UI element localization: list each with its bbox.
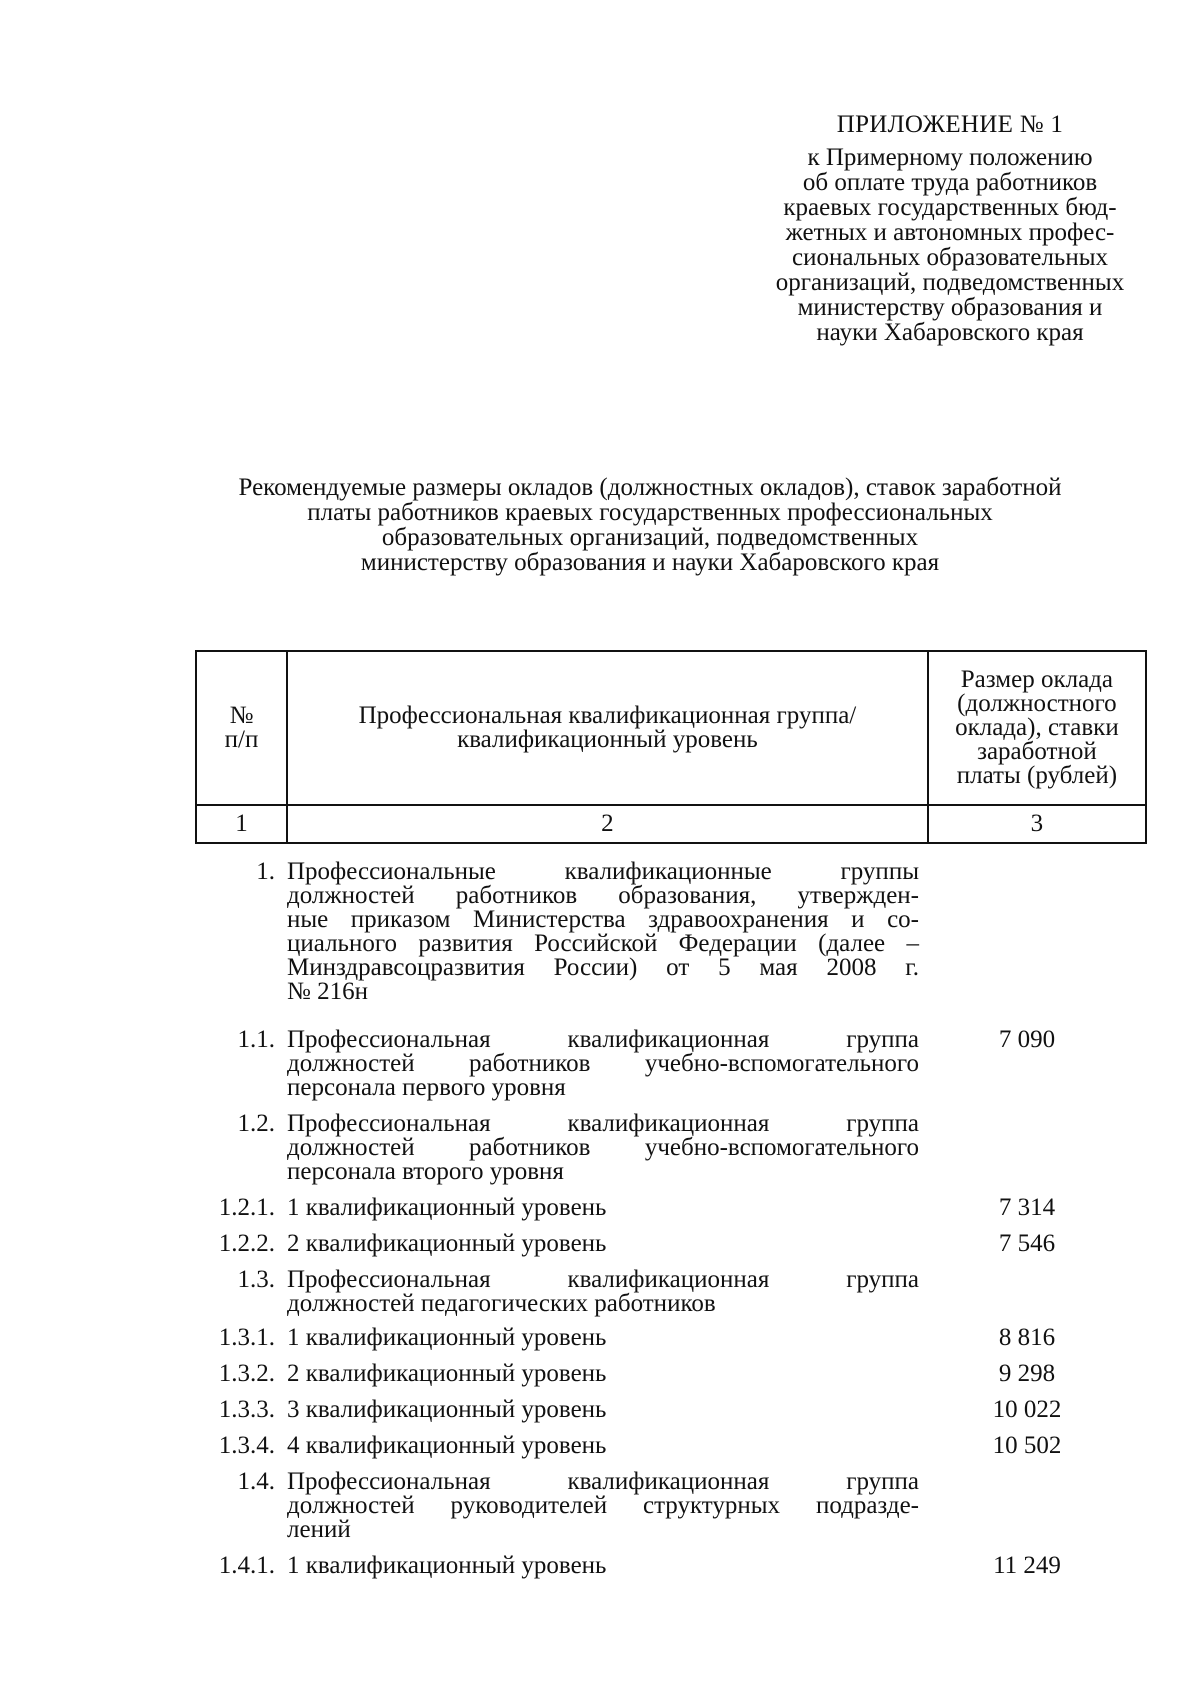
row-description [287,860,919,1028]
row-description-line: Минздравсоцразвития России) от 5 мая 2008 г. [287,954,919,981]
row-description-line: Профессиональная квалификационная группа [287,1266,919,1293]
row-description-line: 1 квалификационный уровень [287,1552,607,1579]
row-description [287,1398,919,1434]
row-description-line: ные приказом Министерства здравоохранения и со- [287,906,919,933]
header-group-line: Профессиональная квалификационная группа/ [358,702,857,729]
row-value [919,1112,1127,1196]
row-number: 1.3.4. [218,1432,275,1459]
annex-line: жетных и автономных профес- [785,219,1115,246]
document-title-line: образовательных организаций, подведомственных [381,524,919,551]
row-value [919,860,1127,1028]
annex-line: организаций, подведомственных [775,269,1125,296]
annex-line: науки Хабаровского края [816,319,1084,346]
row-value: 7 546 [998,1230,1056,1257]
table-row [195,860,1147,1028]
header-cell-group [287,651,928,805]
row-description-line: 2 квалификационный уровень [287,1360,607,1387]
row-value: 7 314 [998,1194,1056,1221]
column-number-cell: 2 [287,805,928,843]
row-number: 1.2.2. [218,1230,275,1257]
row-description [287,1362,919,1398]
row-number: 1.3. [237,1266,275,1293]
salary-table-header [195,650,1147,844]
table-row [195,1434,1147,1470]
row-number: 1.4. [237,1468,275,1495]
row-value [919,1470,1127,1554]
row-description-line: циального развития Российской Федерации (далее – [287,930,919,957]
row-description-line: № 216н [287,978,368,1005]
row-description [287,1554,919,1590]
row-number: 1.1. [237,1026,275,1053]
document-title-line: Рекомендуемые размеры окладов (должностных окладов), ставок заработной [238,474,1062,501]
row-number: 1.4.1. [218,1552,275,1579]
header-salary-line: Размер оклада [960,666,1114,693]
row-number: 1. [256,858,275,885]
row-description-line: персонала первого уровня [287,1074,566,1101]
row-description-line: должностей педагогических работников [287,1290,716,1317]
table-row [195,1028,1147,1112]
annex-line: сиональных образовательных [791,244,1108,271]
header-salary-line: заработной [977,738,1097,765]
row-description-line: 1 квалификационный уровень [287,1324,607,1351]
row-number: 1.3.3. [218,1396,275,1423]
row-description-line: Профессиональные квалификационные группы [287,858,919,885]
row-description-line: Профессиональная квалификационная группа [287,1026,919,1053]
table-row [195,1398,1147,1434]
row-description [287,1326,919,1362]
header-salary-line: (должностного [957,690,1117,717]
header-cell-salary [928,651,1146,805]
row-number: 1.3.2. [218,1360,275,1387]
column-number-cell: 1 [196,805,287,843]
annex-header [740,112,1160,345]
row-value: 10 022 [992,1396,1062,1423]
row-description-line: должностей руководителей структурных подразде- [287,1492,919,1519]
header-group-line: квалификационный уровень [457,726,758,753]
row-description [287,1028,919,1112]
annex-line: об оплате труда работников [802,169,1098,196]
row-description [287,1268,919,1326]
row-description-line: персонала второго уровня [287,1158,564,1185]
row-value: 8 816 [998,1324,1056,1351]
table-row [195,1362,1147,1398]
row-number: 1.2. [237,1110,275,1137]
row-description-line: должностей работников учебно-вспомогательного [287,1134,919,1161]
row-description [287,1196,919,1232]
row-description-line: 3 квалификационный уровень [287,1396,607,1423]
column-number-cell: 3 [928,805,1146,843]
annex-line: министерству образования и [797,294,1103,321]
row-value: 11 249 [993,1552,1061,1579]
document-title [150,475,1150,575]
header-num-line: п/п [224,726,259,753]
table-row [195,1268,1147,1326]
row-description [287,1434,919,1470]
header-salary-line: платы (рублей) [956,762,1118,789]
annex-title: ПРИЛОЖЕНИЕ № 1 [836,111,1064,138]
row-value [919,1268,1127,1326]
table-header-row [196,651,1146,805]
document-title-line: платы работников краевых государственных профессиональных [307,499,993,526]
annex-line: к Примерному положению [807,144,1093,171]
row-value: 7 090 [998,1026,1056,1053]
row-description-line: 2 квалификационный уровень [287,1230,607,1257]
row-description-line: Профессиональная квалификационная группа [287,1110,919,1137]
table-row [195,1554,1147,1590]
row-description [287,1470,919,1554]
document-title-line: министерству образования и науки Хабаровского края [360,549,940,576]
row-number: 1.3.1. [218,1324,275,1351]
table-row [195,1232,1147,1268]
row-description-line: 4 квалификационный уровень [287,1432,607,1459]
annex-line: краевых государственных бюд- [783,194,1117,221]
row-description-line: Профессиональная квалификационная группа [287,1468,919,1495]
row-description-line: должностей работников учебно-вспомогательного [287,1050,919,1077]
table-row [195,1326,1147,1362]
row-description-line: должностей работников образования, утвержден- [287,882,919,909]
column-number-row [196,805,1146,843]
salary-table-body [195,860,1147,1590]
row-description [287,1232,919,1268]
row-value: 9 298 [998,1360,1056,1387]
row-value: 10 502 [992,1432,1062,1459]
row-description-line: лений [287,1516,351,1543]
header-cell-num [196,651,287,805]
header-num-line: № [229,702,254,729]
row-number: 1.2.1. [218,1194,275,1221]
table-row [195,1196,1147,1232]
header-salary-line: оклада), ставки [955,714,1119,741]
table-row [195,1112,1147,1196]
row-description-line: 1 квалификационный уровень [287,1194,607,1221]
table-row [195,1470,1147,1554]
row-description [287,1112,919,1196]
